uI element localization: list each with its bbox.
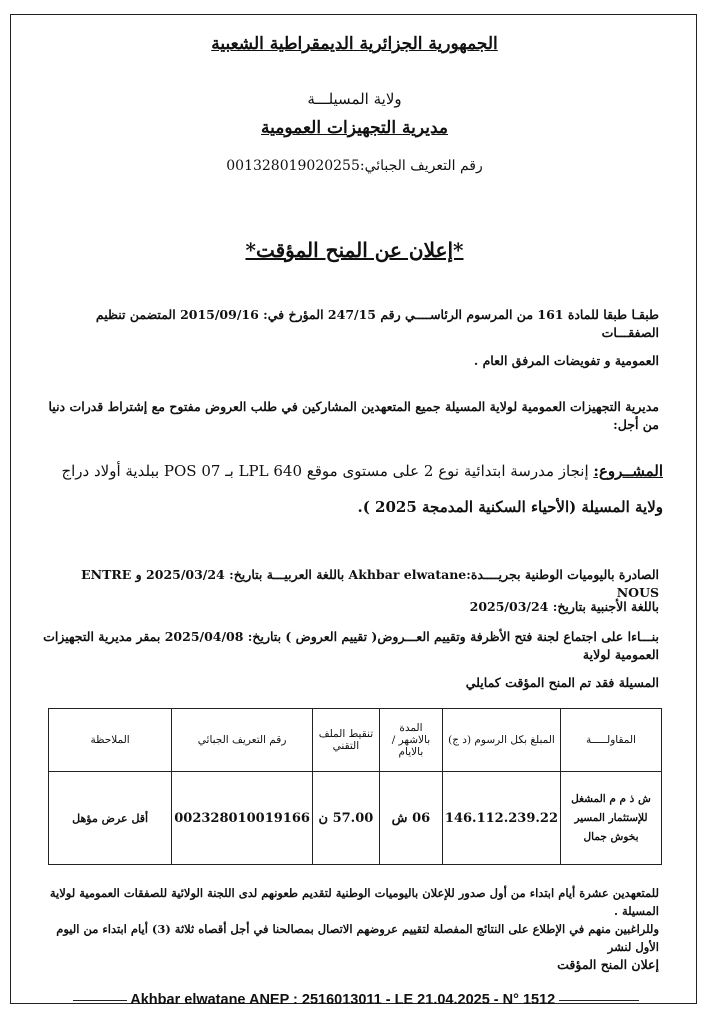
intro-line-3: مديرية التجهيزات العمومية لولاية المسيلة جميع المتعهدين المشاركين في طلب العروض مفتوح مع إشتراط قدرات دنيا من أجل: [48,399,659,432]
header-score: تنقيط الملف التقني [312,709,379,772]
notice-title: *إعلان عن المنح المؤقت* [245,238,464,262]
cell-contractor: ش ذ م م المشغل للإستثمار المسير بخوش جمال [561,772,662,865]
cell-amount: 146.112.239.22 [442,772,560,865]
header-amount: المبلغ بكل الرسوم (د ج) [442,709,560,772]
publication-line-2: باللغة الأجنبية بتاريخ: 2025/03/24 [469,599,659,614]
footer-rule-right [559,1000,639,1001]
header-duration: المدة بالاشهر / بالايام [379,709,442,772]
publication-line-4: المسيلة فقد تم المنح المؤقت كمايلي [465,675,659,690]
closing-line-2: وللراغبين منهم في الإطلاع على النتائج المفصلة لتقييم عروضهم الاتصال بمصالحنا في أجل أقصاه ثلاثة (3) أيام ابتداء من اليوم الأول لنشر [56,922,659,954]
cell-duration: 06 ش [379,772,442,865]
publication-line-3: بنـــاءا على اجتماع لجنة فتح الأظرفة وتقييم العـــروض( تقييم العروض ) بتاريخ: 2025/04/08 بمقر مديرية التجهيزات العمومية لولاية [43,629,659,662]
republic-heading: الجمهورية الجزائرية الديمقراطية الشعبية [211,34,498,54]
intro-line-2: العمومية و تفويضات المرفق العام . [473,353,659,368]
closing-line-3: إعلان المنح المؤقت [557,957,659,972]
header-contractor: المقاولـــــة [561,709,662,772]
header-note: الملاحظة [49,709,172,772]
project-label: المشــروع: [593,462,663,480]
publication-line-1: الصادرة باليوميات الوطنية بجريــــدة:Akhbar elwatane باللغة العربيـــة بتاريخ: 2025/03/24 و ENTRE NOUS [81,567,659,600]
project-line-2: ولاية المسيلة (الأحياء السكنية المدمجة 2025 ). [357,498,663,516]
cell-score: 57.00 ن [312,772,379,865]
closing-line-1: للمتعهدين عشرة أيام ابتداء من أول صدور للإعلان باليوميات الوطنية لتقديم طعونهم لدى اللجنة الولائية للصفقات العمومية لولاية المسيلة . [49,886,659,918]
award-table [48,708,662,865]
footer-text: Akhbar elwatane ANEP : 2516013011 - LE 21.04.2025 - N° 1512 [130,992,556,1008]
project-line-1 [23,454,663,488]
project-description: إنجاز مدرسة ابتدائية نوع 2 على مستوى موقع 640 LPL بـ POS 07 ببلدية أولاد دراج [61,462,589,480]
header-tax-id: رقم التعريف الجبائي [172,709,313,772]
cell-note: أقل عرض مؤهل [49,772,172,865]
directorate-heading: مديرية التجهيزات العمومية [261,118,448,138]
cell-tax-id: 002328010019166 [172,772,313,865]
intro-line-1: طبقـا طبقا للمادة 161 من المرسوم الرئاســــي رقم 247/15 المؤرخ في: 2015/09/16 المتضمن تنظيم الصفقـــات [95,307,659,340]
footer [36,992,676,1008]
wilaya-heading: ولاية المسيلـــة [307,90,402,108]
footer-rule-left [73,1000,127,1001]
table-header-row [49,709,662,772]
table-row [49,772,662,865]
tax-id-line: رقم التعريف الجبائي:001328019020255 [226,158,483,174]
